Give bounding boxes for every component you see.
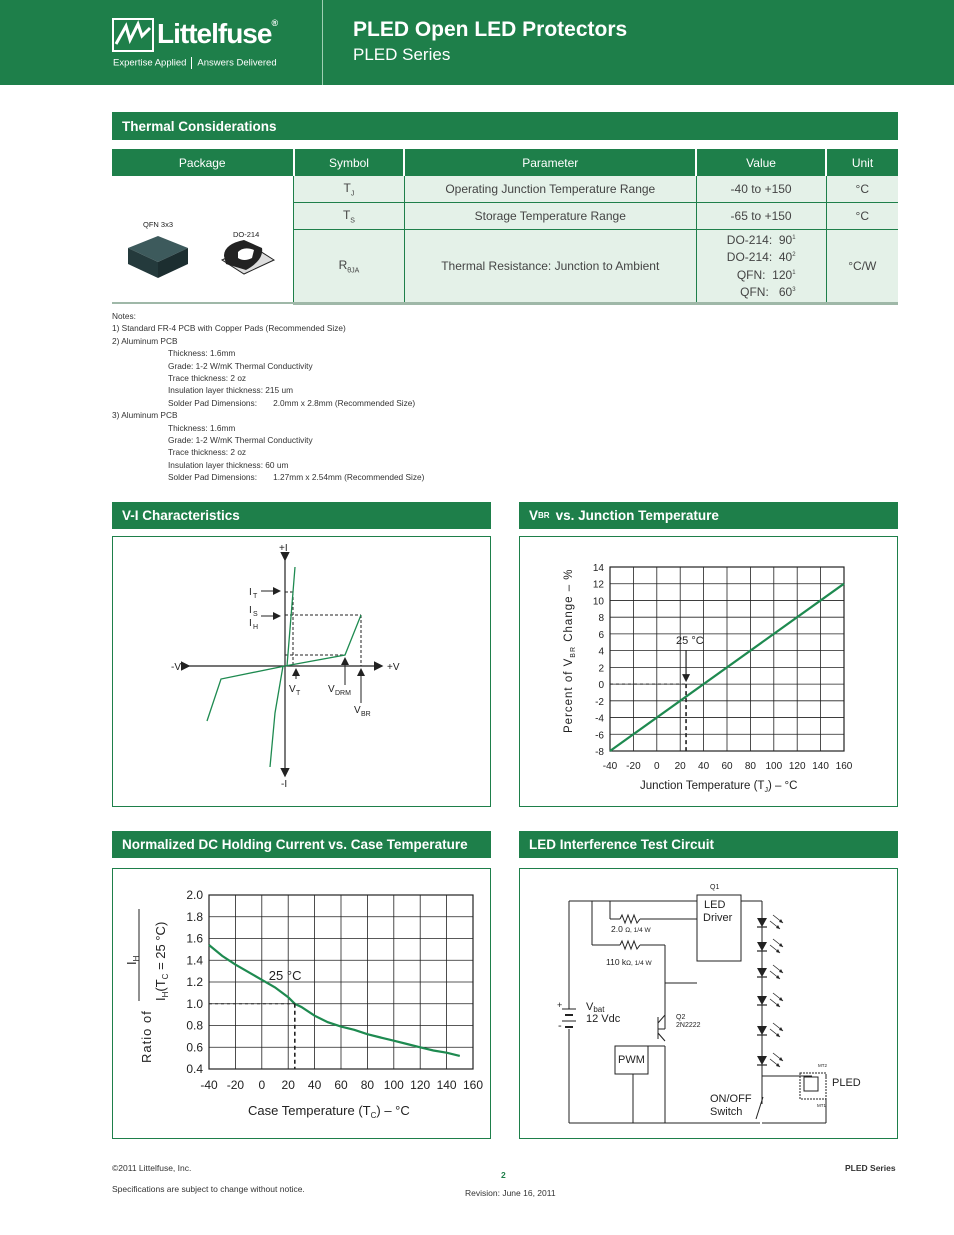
- mt1-label: MT1: [817, 1103, 826, 1108]
- holding-x-axis-label: Case Temperature $(T_C) - ^\circ C$: [248, 1103, 410, 1120]
- y-tick-label: -2: [595, 696, 604, 708]
- x-tick-label: -40: [200, 1078, 218, 1092]
- vbr-panel: [519, 536, 898, 807]
- y-tick-label: 0.4: [186, 1062, 203, 1076]
- vi-ih-label: [249, 618, 258, 631]
- vi-curve-positive: [285, 567, 361, 666]
- pkg-do-label: DO-214: [233, 230, 260, 239]
- footer-revision: Revision: June 16, 2011: [465, 1188, 556, 1198]
- driver-label-1: LED: [704, 899, 726, 911]
- svg-text:V: V: [354, 705, 361, 716]
- svg-text:I: I: [249, 587, 252, 598]
- x-tick-label: 40: [307, 1078, 322, 1092]
- pled-inner-icon: [804, 1077, 818, 1091]
- value-ts: -65 to +150: [696, 202, 826, 229]
- svg-text:V: V: [328, 684, 335, 695]
- y-tick-label: 10: [592, 596, 604, 608]
- led-circuit-panel: [519, 868, 898, 1139]
- mt2-label: MT2: [818, 1063, 827, 1068]
- annotation-label: 25 °C: [268, 967, 302, 983]
- r1-label: 2.0 Ω, 1/4 W: [611, 924, 651, 934]
- footer-page-number: 2: [501, 1170, 506, 1180]
- x-tick-label: -40: [602, 761, 618, 772]
- vi-plus-v-label: +V: [387, 662, 400, 673]
- thermal-section-title: Thermal Considerations: [112, 112, 898, 140]
- holding-chart: [113, 869, 490, 1138]
- x-tick-label: 80: [744, 761, 756, 772]
- y-tick-label: -4: [595, 713, 604, 725]
- annotation-label: 25 °C: [676, 635, 704, 648]
- col-unit: Unit: [826, 149, 898, 176]
- header-divider: [322, 0, 323, 85]
- col-parameter: Parameter: [404, 149, 696, 176]
- vbr-chart: [520, 537, 897, 806]
- unit-rtheta: °C/W: [826, 229, 898, 303]
- svg-text:I: I: [249, 618, 252, 629]
- switch-label: Switch: [710, 1106, 743, 1118]
- vbat-label: Vbat: [586, 1001, 605, 1014]
- driver-label-2: Driver: [703, 912, 733, 924]
- y-tick-label: 8: [598, 613, 604, 625]
- onoff-switch-icon: [756, 1097, 763, 1119]
- x-tick-label: 140: [812, 761, 829, 772]
- vi-minus-v-label: -V: [171, 662, 181, 673]
- col-value: Value: [696, 149, 826, 176]
- svg-text:Ratio of: Ratio of: [139, 1010, 154, 1063]
- vi-plus-i-label: +I: [279, 543, 288, 554]
- vbr-section-title: V BR vs. Junction Temperature: [519, 502, 898, 529]
- x-tick-label: 120: [410, 1078, 431, 1092]
- brand-name: Littelfuse®: [157, 18, 278, 49]
- y-tick-label: 0: [598, 680, 604, 692]
- x-tick-label: 60: [721, 761, 733, 772]
- holding-y-axis-label: [124, 909, 170, 1063]
- package-images-cell: [112, 176, 294, 303]
- battery-icon: [562, 1009, 576, 1027]
- series-line: [209, 945, 460, 1056]
- y-tick-label: 0.6: [186, 1040, 203, 1055]
- x-tick-label: 160: [835, 761, 853, 772]
- param-tj: Operating Junction Temperature Range: [404, 176, 696, 202]
- y-tick-label: 1.4: [186, 953, 203, 968]
- led-circuit-diagram: [520, 869, 897, 1138]
- vbr-y-axis-label: Percent of $V_{BR}$ Change – %: [563, 568, 577, 733]
- y-tick-label: 1.0: [186, 996, 203, 1011]
- svg-text:T: T: [253, 593, 258, 600]
- vi-vbr-label: [354, 705, 371, 718]
- svg-text:T: T: [296, 690, 301, 697]
- x-tick-label: 160: [462, 1078, 484, 1092]
- page-title: PLED Open LED Protectors: [353, 18, 628, 41]
- sym-rtheta: $R_{\theta JA}$: [294, 229, 405, 303]
- x-tick-label: 40: [698, 761, 710, 772]
- q1-label: Q1: [710, 884, 720, 891]
- vi-panel: [112, 536, 491, 807]
- col-symbol: Symbol: [294, 149, 405, 176]
- pled-label: PLED: [832, 1077, 861, 1089]
- battery-plus-label: +: [557, 1000, 563, 1010]
- sym-tj: $T_J$: [294, 176, 405, 202]
- do214-package-icon: [222, 240, 274, 274]
- holding-series: [209, 945, 460, 1056]
- onoff-label: ON/OFF: [710, 1093, 752, 1105]
- holding-y-ticks: [186, 888, 203, 1076]
- y-tick-label: 2.0: [186, 888, 203, 902]
- vbr-x-ticks: [603, 761, 853, 772]
- vi-vt-label: [289, 684, 301, 697]
- svg-text:DRM: DRM: [335, 690, 351, 697]
- y-tick-label: 6: [598, 629, 604, 641]
- y-tick-label: 1.2: [186, 975, 203, 989]
- x-tick-label: 60: [334, 1078, 348, 1092]
- value-rtheta: DO-214: $90^1$ DO-214: $40^2$ QFN: $120^1$ QFN: $60^3$: [696, 229, 826, 303]
- param-ts: Storage Temperature Range: [404, 202, 696, 229]
- package-images: [112, 176, 293, 302]
- x-tick-label: 20: [281, 1078, 295, 1092]
- vi-vdrm-label: [328, 684, 351, 697]
- holding-section-title: Normalized DC Holding Current vs. Case Temperature: [112, 831, 491, 858]
- page-subtitle: PLED Series: [353, 45, 451, 64]
- transistor-q2-icon: [658, 1015, 665, 1041]
- svg-text:IH(TC = 25 °C): $I_H(T_C = 25$ °C): [153, 921, 170, 1001]
- svg-text:H: H: [253, 624, 259, 631]
- holding-grid: [209, 895, 473, 1069]
- vi-minus-i-label: -I: [281, 779, 288, 790]
- svg-text:V: V: [289, 684, 296, 695]
- battery-minus-label: -: [558, 1020, 562, 1032]
- svg-text:S: S: [253, 611, 258, 618]
- value-tj: -40 to +150: [696, 176, 826, 202]
- x-tick-label: -20: [626, 761, 641, 772]
- footer-copyright: ©2011 Littelfuse, Inc.: [112, 1163, 192, 1173]
- unit-ts: °C: [826, 202, 898, 229]
- y-tick-label: 12: [592, 579, 604, 591]
- resistor-r1-icon: [620, 915, 640, 923]
- y-tick-label: 1.6: [186, 931, 203, 946]
- x-tick-label: 120: [788, 761, 806, 772]
- param-rtheta: Thermal Resistance: Junction to Ambient: [404, 229, 696, 303]
- y-tick-label: 4: [598, 646, 604, 658]
- col-package: Package: [112, 149, 294, 176]
- x-tick-label: 20: [674, 761, 686, 772]
- qfn-package-icon: [128, 236, 188, 278]
- led-string: [757, 915, 783, 1067]
- vi-curve-negative: [207, 666, 285, 767]
- r2-label: 110 kΩ, 1/4 W: [606, 957, 652, 967]
- resistor-r2-icon: [620, 941, 640, 949]
- holding-x-ticks: [200, 1078, 483, 1092]
- vdc-label: 12 Vdc: [586, 1013, 621, 1025]
- x-tick-label: 80: [360, 1078, 375, 1092]
- footer-disclaimer: Specifications are subject to change without notice.: [112, 1184, 305, 1194]
- x-tick-label: 0: [654, 761, 660, 772]
- vi-pointer-arrows: [261, 591, 361, 703]
- y-tick-label: -6: [595, 730, 604, 742]
- table-row: [112, 176, 898, 202]
- q2-label: Q2: [676, 1014, 686, 1021]
- svg-text:IH: $I_H$: [124, 955, 141, 965]
- y-tick-label: 14: [592, 563, 604, 574]
- vi-it-label: [249, 587, 258, 600]
- pwm-label: PWM: [618, 1054, 645, 1066]
- sym-ts: $T_S$: [294, 202, 405, 229]
- thermal-header-row: [112, 149, 898, 176]
- svg-text:I: I: [249, 605, 252, 616]
- thermal-notes: Notes: 1) Standard FR-4 PCB with Copper Pads (Recommended Size) 2) Aluminum PCB Thickness: 1.6mm Grade: 1-2 W/mK Thermal Conductivity Trace thickness: 2 oz Insulation layer thickness: 215 um Solder Pad Dimensions: 2.0mm x 2.8mm (Recommended Size) 3) Aluminum PCB Thickness: 1.6mm Grade: 1-2 W/mK Thermal Conductivity Trace thickness: 2 oz Insulation layer thickness: 60 um Solder Pad Dimensions: 1.27mm x 2.54mm (Recommended Size): [112, 311, 425, 483]
- y-tick-label: -8: [595, 747, 604, 758]
- x-tick-label: -20: [226, 1078, 245, 1092]
- annotation-arrowhead: [682, 674, 690, 682]
- holding-annotation: [209, 968, 301, 1069]
- y-tick-label: 1.8: [186, 909, 203, 924]
- thermal-table: [112, 149, 898, 305]
- littelfuse-logo-icon: [112, 18, 154, 52]
- holding-panel: [112, 868, 491, 1139]
- vbr-y-ticks: [593, 563, 605, 758]
- y-tick-label: 0.8: [186, 1018, 203, 1033]
- unit-tj: °C: [826, 176, 898, 202]
- y-tick-label: 2: [598, 663, 604, 675]
- x-tick-label: 100: [765, 761, 783, 772]
- vi-section-title: V-I Characteristics: [112, 502, 491, 529]
- led-circuit-section-title: LED Interference Test Circuit: [519, 831, 898, 858]
- vi-diagram: [113, 537, 490, 806]
- x-tick-label: 0: [258, 1078, 266, 1092]
- x-tick-label: 100: [383, 1078, 404, 1092]
- vi-guide-lines: [285, 592, 361, 666]
- x-tick-label: 140: [436, 1078, 457, 1092]
- vi-is-label: [249, 605, 258, 618]
- vbr-x-axis-label: Junction Temperature $(T_J) - ^\circ C$: [640, 780, 798, 794]
- footer-series: PLED Series: [845, 1163, 896, 1173]
- svg-text:BR: BR: [361, 711, 371, 718]
- brand-tagline: Expertise Applied Answers Delivered: [113, 57, 277, 69]
- pkg-qfn-label: QFN 3x3: [143, 220, 174, 229]
- q2-part-label: 2N2222: [676, 1022, 701, 1029]
- vbr-grid: [610, 567, 844, 751]
